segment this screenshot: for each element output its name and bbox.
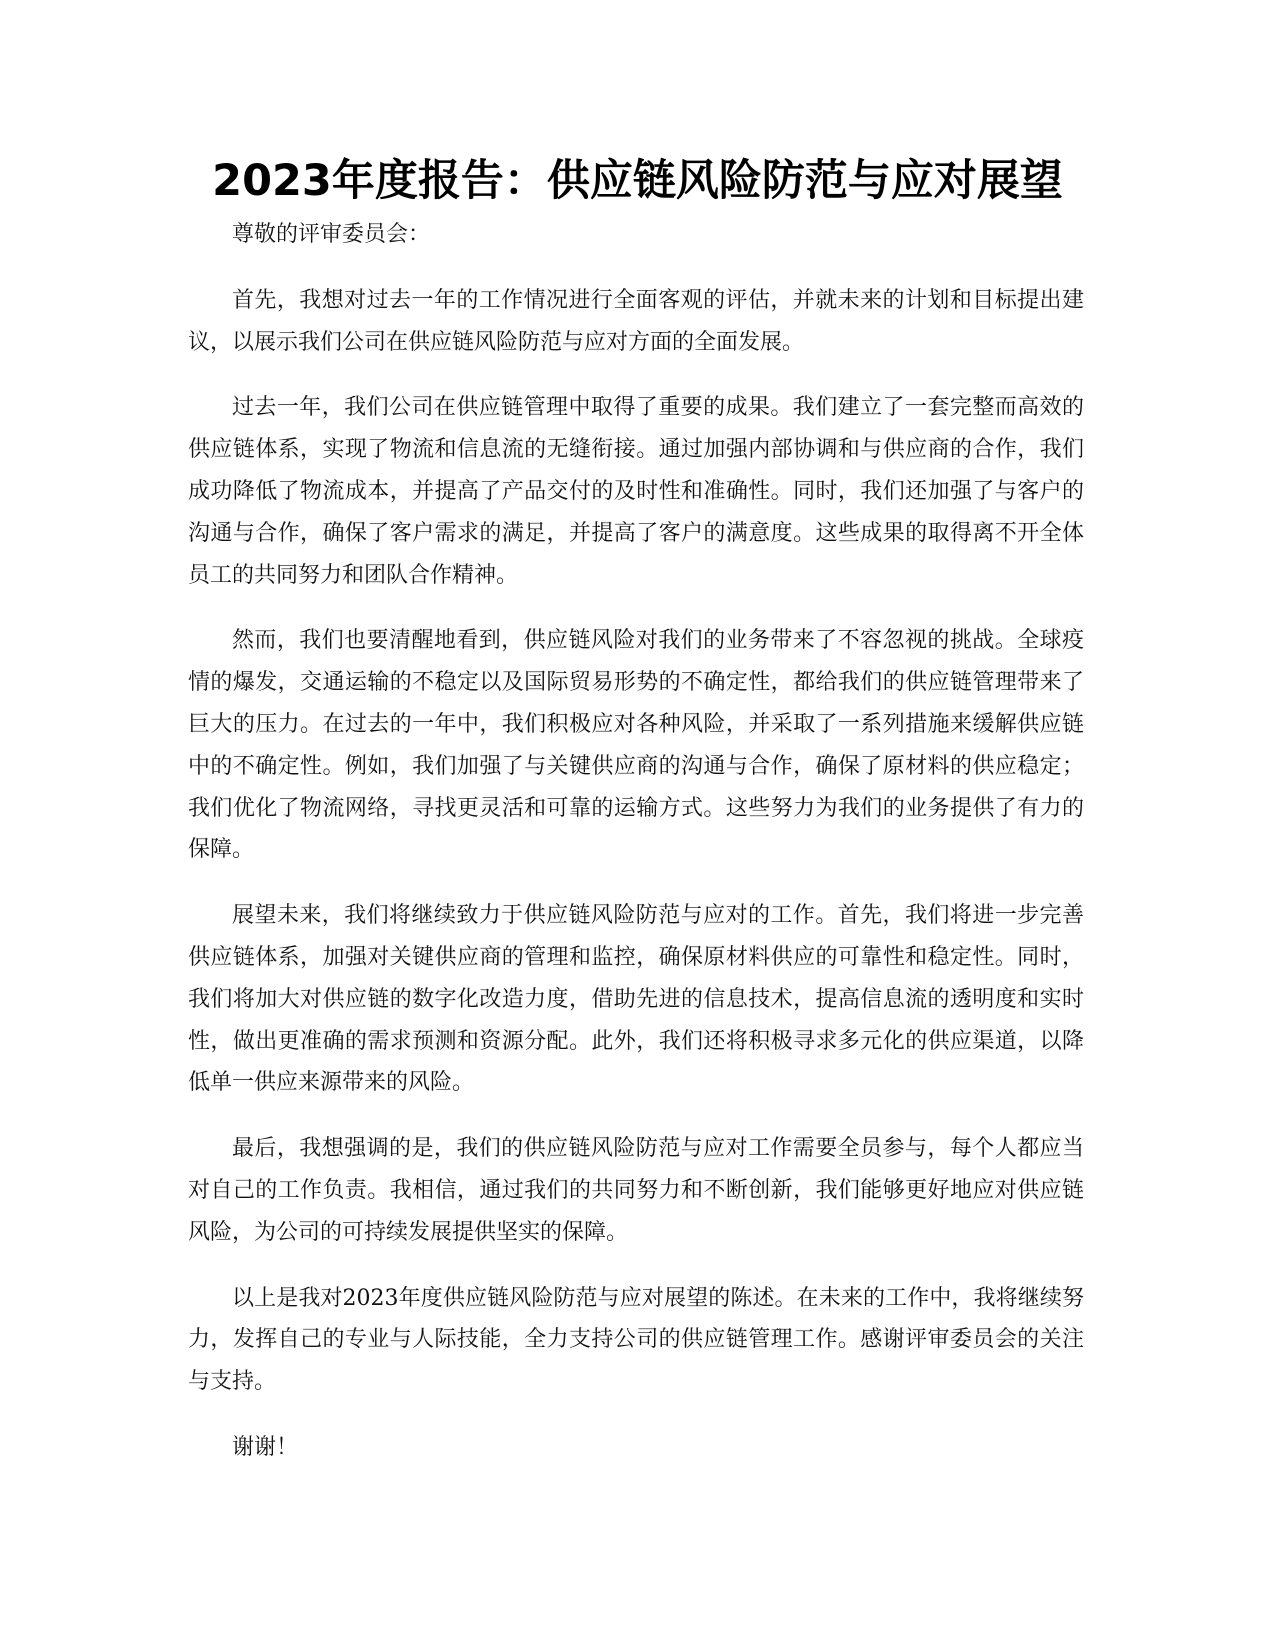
paragraph-conclusion: 以上是我对2023年度供应链风险防范与应对展望的陈述。在未来的工作中，我将继续努力，发挥自己的专业与人际技能，全力支持公司的供应链管理工作。感谢评审委员会的关注与支持。 bbox=[188, 1285, 1084, 1395]
document-title: 2023年度报告：供应链风险防范与应对展望 bbox=[212, 156, 1063, 206]
paragraph-outlook: 展望未来，我们将继续致力于供应链风险防范与应对的工作。首先，我们将进一步完善供应链体系，加强对关键供应商的管理和监控，确保原材料供应的可靠性和稳定性。同时，我们将加大对供应链的数字化改造力度，借助先进的信息技术，提高信息流的透明度和实时性，做出更准确的需求预测和资源分配。此外，我们还将积极寻求多元化的供应渠道，以降低单一供应来源带来的风险。 bbox=[188, 903, 1084, 1096]
paragraph-emphasis: 最后，我想强调的是，我们的供应链风险防范与应对工作需要全员参与，每个人都应当对自己的工作负责。我相信，通过我们的共同努力和不断创新，我们能够更好地应对供应链风险，为公司的可持续发展提供坚实的保障。 bbox=[188, 1136, 1084, 1245]
salutation: 尊敬的评审委员会： bbox=[232, 222, 431, 247]
paragraph-achievements: 过去一年，我们公司在供应链管理中取得了重要的成果。我们建立了一套完整而高效的供应链体系，实现了物流和信息流的无缝衔接。通过加强内部协调和与供应商的合作，我们成功降低了物流成本，并提高了产品交付的及时性和准确性。同时，我们还加强了与客户的沟通与合作，确保了客户需求的满足，并提高了客户的满意度。这些成果的取得离不开全体员工的共同努力和团队合作精神。 bbox=[188, 395, 1084, 588]
paragraph-risks: 然而，我们也要清醒地看到，供应链风险对我们的业务带来了不容忽视的挑战。全球疫情的爆发，交通运输的不稳定以及国际贸易形势的不确定性，都给我们的供应链管理带来了巨大的压力。在过去的一年中，我们积极应对各种风险，并采取了一系列措施来缓解供应链中的不确定性。例如，我们加强了与关键供应商的沟通与合作，确保了原材料的供应稳定；我们优化了物流网络，寻找更灵活和可靠的运输方式。这些努力为我们的业务提供了有力的保障。 bbox=[188, 628, 1084, 863]
paragraph-intro: 首先，我想对过去一年的工作情况进行全面客观的评估，并就未来的计划和目标提出建议，以展示我们公司在供应链风险防范与应对方面的全面发展。 bbox=[188, 287, 1084, 355]
document-body bbox=[188, 214, 1084, 1493]
closing-thanks: 谢谢！ bbox=[232, 1434, 299, 1460]
